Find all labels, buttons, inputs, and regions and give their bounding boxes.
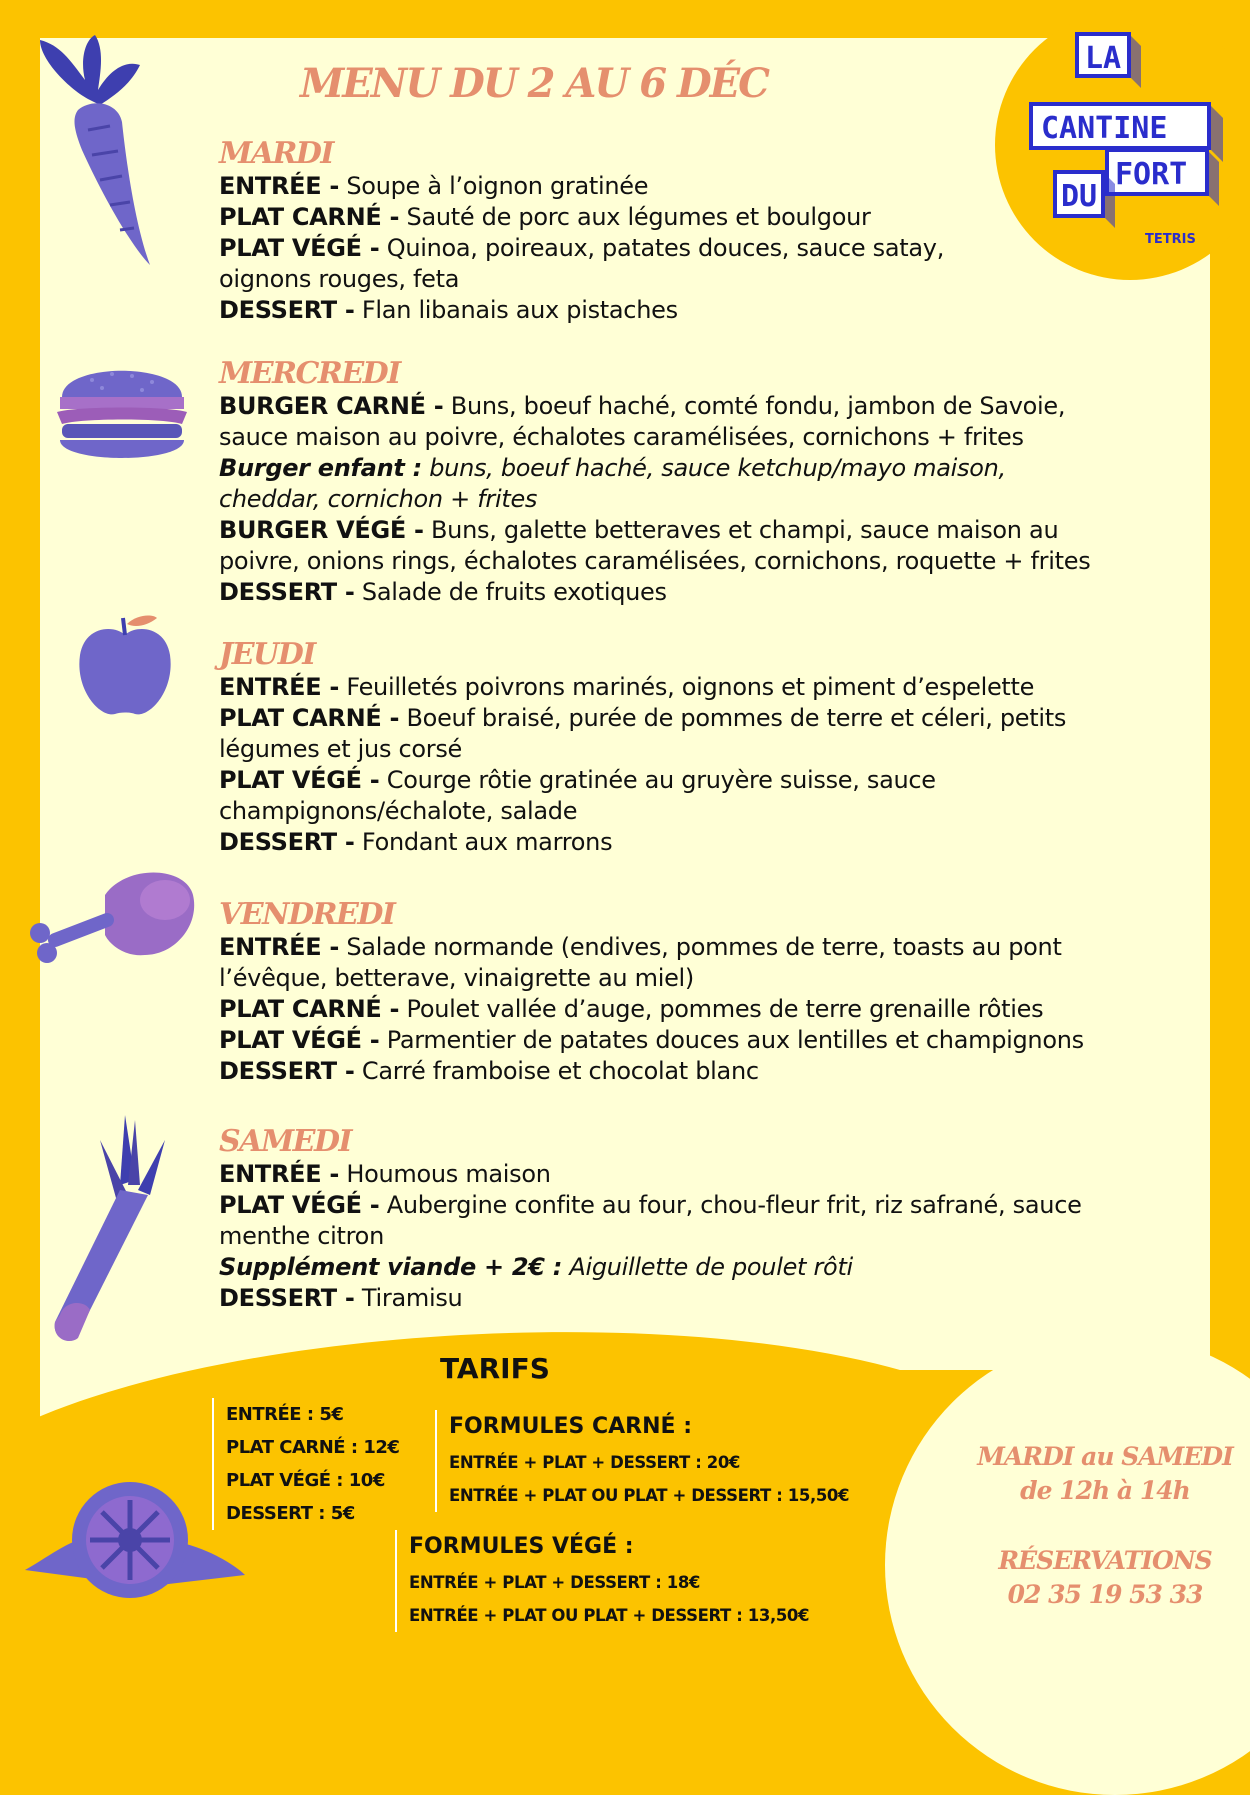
day-section-mercredi	[219, 357, 1159, 608]
menu-line-text: Salade de fruits exotiques	[354, 578, 667, 606]
day-section-mardi	[219, 137, 1159, 326]
day-section-samedi	[219, 1125, 1159, 1314]
menu-line-label: DESSERT -	[219, 578, 355, 606]
menu-line	[219, 515, 1159, 546]
menu-line-text: sauce maison au poivre, échalotes caramélisées, cornichons + frites	[219, 423, 1024, 451]
menu-line-label: PLAT CARNÉ -	[219, 704, 400, 732]
menu-line	[219, 391, 1159, 422]
menu-line	[219, 422, 1159, 453]
menu-line-text: Fondant aux marrons	[354, 828, 613, 856]
menu-line-text: cheddar, cornichon + frites	[219, 485, 538, 513]
menu-line	[219, 264, 1159, 295]
logo-du: DU	[1061, 179, 1098, 214]
menu-line-text: légumes et jus corsé	[219, 735, 462, 763]
menu-line	[219, 233, 1159, 264]
price-list	[212, 1398, 441, 1530]
tarifs-title: TARIFS	[440, 1352, 550, 1385]
menu-line-text: Quinoa, poireaux, patates douces, sauce satay,	[379, 234, 945, 262]
menu-line-text: champignons/échalote, salade	[219, 797, 578, 825]
menu-line	[219, 546, 1159, 577]
menu-line	[219, 1283, 1159, 1314]
reservations-label: RÉSERVATIONS	[998, 1546, 1212, 1575]
menu-line-text: Tiramisu	[354, 1284, 463, 1312]
menu-line	[219, 796, 1159, 827]
menu-line-text: Soupe à l’oignon gratinée	[339, 172, 649, 200]
day-name: VENDREDI	[219, 897, 395, 932]
day-name: SAMEDI	[219, 1124, 352, 1159]
formule-carne-1: ENTRÉE + PLAT + DESSERT : 20€	[449, 1453, 740, 1472]
menu-line-text: Houmous maison	[339, 1160, 551, 1188]
menu-line	[219, 703, 1159, 734]
chicken-leg-icon	[25, 865, 200, 980]
menu-line-label: DESSERT -	[219, 828, 355, 856]
menu-line-label: ENTRÉE -	[219, 933, 340, 961]
burger-icon	[52, 352, 192, 472]
menu-line	[219, 1025, 1159, 1056]
leek-icon	[40, 1110, 180, 1350]
menu-line-label: ENTRÉE -	[219, 172, 340, 200]
price-plat-carne: PLAT CARNÉ : 12€	[226, 1437, 400, 1458]
menu-line	[219, 765, 1159, 796]
menu-line-text: Poulet vallée d’auge, pommes de terre grenaille rôties	[399, 995, 1044, 1023]
formule-vege-2: ENTRÉE + PLAT OU PLAT + DESSERT : 13,50€	[409, 1606, 810, 1625]
menu-line-text: Flan libanais aux pistaches	[354, 296, 678, 324]
menu-line	[219, 295, 1159, 326]
day-section-jeudi	[219, 638, 1159, 858]
menu-line	[219, 484, 1159, 515]
menu-line-label: BURGER VÉGÉ -	[219, 516, 424, 544]
menu-line-label: ENTRÉE -	[219, 1160, 340, 1188]
menu-line-label: PLAT CARNÉ -	[219, 995, 400, 1023]
day-name: MARDI	[219, 136, 333, 171]
menu-line	[219, 202, 1159, 233]
menu-line-text: Boeuf braisé, purée de pommes de terre et céleri, petits	[399, 704, 1067, 732]
menu-line-label: PLAT VÉGÉ -	[219, 234, 380, 262]
menu-line-label: PLAT CARNÉ -	[219, 203, 400, 231]
day-name: JEUDI	[219, 637, 315, 672]
logo-cantine: CANTINE	[1041, 111, 1168, 146]
menu-line	[219, 734, 1159, 765]
formule-carne-2: ENTRÉE + PLAT OU PLAT + DESSERT : 15,50€	[449, 1486, 850, 1505]
logo-sub: TETRIS	[1145, 232, 1196, 247]
menu-line-label: PLAT VÉGÉ -	[219, 1191, 380, 1219]
menu-line-text: poivre, onions rings, échalotes caramélisées, cornichons, roquette + frites	[219, 547, 1091, 575]
menu-line	[219, 1056, 1159, 1087]
menu-line-text: Buns, boeuf haché, comté fondu, jambon de Savoie,	[443, 392, 1066, 420]
menu-line-text: Courge rôtie gratinée au gruyère suisse, sauce	[379, 766, 936, 794]
menu-line-label: DESSERT -	[219, 296, 355, 324]
hours-days: MARDI au SAMEDI	[977, 1442, 1233, 1471]
day-name: MERCREDI	[219, 356, 400, 391]
menu-line-text: l’évêque, betterave, vinaigrette au miel)	[219, 964, 694, 992]
menu-line-text: buns, boeuf haché, sauce ketchup/mayo maison,	[421, 454, 1006, 482]
menu-line-label: PLAT VÉGÉ -	[219, 766, 380, 794]
menu-line	[219, 827, 1159, 858]
price-plat-vege: PLAT VÉGÉ : 10€	[226, 1470, 385, 1491]
menu-line-label: PLAT VÉGÉ -	[219, 1026, 380, 1054]
menu-line-label: Burger enfant :	[219, 454, 422, 482]
menu-line	[219, 1159, 1159, 1190]
menu-line-label: DESSERT -	[219, 1284, 355, 1312]
logo-la: LA	[1085, 41, 1122, 76]
apple-icon	[75, 610, 175, 720]
price-dessert: DESSERT : 5€	[226, 1503, 355, 1524]
day-section-vendredi	[219, 898, 1159, 1087]
price-entree: ENTRÉE : 5€	[226, 1404, 344, 1425]
menu-line-text: Carré framboise et chocolat blanc	[354, 1057, 759, 1085]
menu-line-label: BURGER CARNÉ -	[219, 392, 444, 420]
menu-line-text: Buns, galette betteraves et champi, sauce maison au	[423, 516, 1059, 544]
menu-line-text: oignons rouges, feta	[219, 265, 460, 293]
menu-line	[219, 171, 1159, 202]
menu-line-label: ENTRÉE -	[219, 673, 340, 701]
menu-line	[219, 453, 1159, 484]
menu-line	[219, 994, 1159, 1025]
menu-line	[219, 932, 1159, 963]
menu-line-label: Supplément viande + 2€ :	[219, 1253, 563, 1281]
menu-line-text: Aiguillette de poulet rôti	[562, 1253, 853, 1281]
menu-line	[219, 672, 1159, 703]
menu-line-text: Parmentier de patates douces aux lentilles et champignons	[379, 1026, 1084, 1054]
menu-line	[219, 1221, 1159, 1252]
formule-vege-1: ENTRÉE + PLAT + DESSERT : 18€	[409, 1573, 700, 1592]
menu-line-text: Salade normande (endives, pommes de terre, toasts au pont	[339, 933, 1062, 961]
formules-vege-title: FORMULES VÉGÉ :	[409, 1534, 634, 1559]
menu-line	[219, 1252, 1159, 1283]
formules-carne	[435, 1410, 849, 1512]
carrot-icon	[30, 30, 160, 270]
logo-fort: FORT	[1115, 157, 1188, 192]
menu-line	[219, 1190, 1159, 1221]
menu-title: MENU DU 2 AU 6 DÉC	[300, 60, 769, 107]
hours-info	[960, 1440, 1250, 1612]
menu-line-text: Feuilletés poivrons marinés, oignons et piment d’espelette	[339, 673, 1035, 701]
menu-line-text: menthe citron	[219, 1222, 384, 1250]
formules-vege	[395, 1530, 809, 1632]
formules-carne-title: FORMULES CARNÉ :	[449, 1414, 692, 1439]
reservations-phone: 02 35 19 53 33	[1007, 1580, 1203, 1609]
menu-line	[219, 963, 1159, 994]
menu-line	[219, 577, 1159, 608]
menu-line-label: DESSERT -	[219, 1057, 355, 1085]
menu-line-text: Aubergine confite au four, chou-fleur frit, riz safrané, sauce	[379, 1191, 1082, 1219]
hours-time: de 12h à 14h	[1020, 1476, 1190, 1505]
menu-line-text: Sauté de porc aux légumes et boulgour	[399, 203, 871, 231]
